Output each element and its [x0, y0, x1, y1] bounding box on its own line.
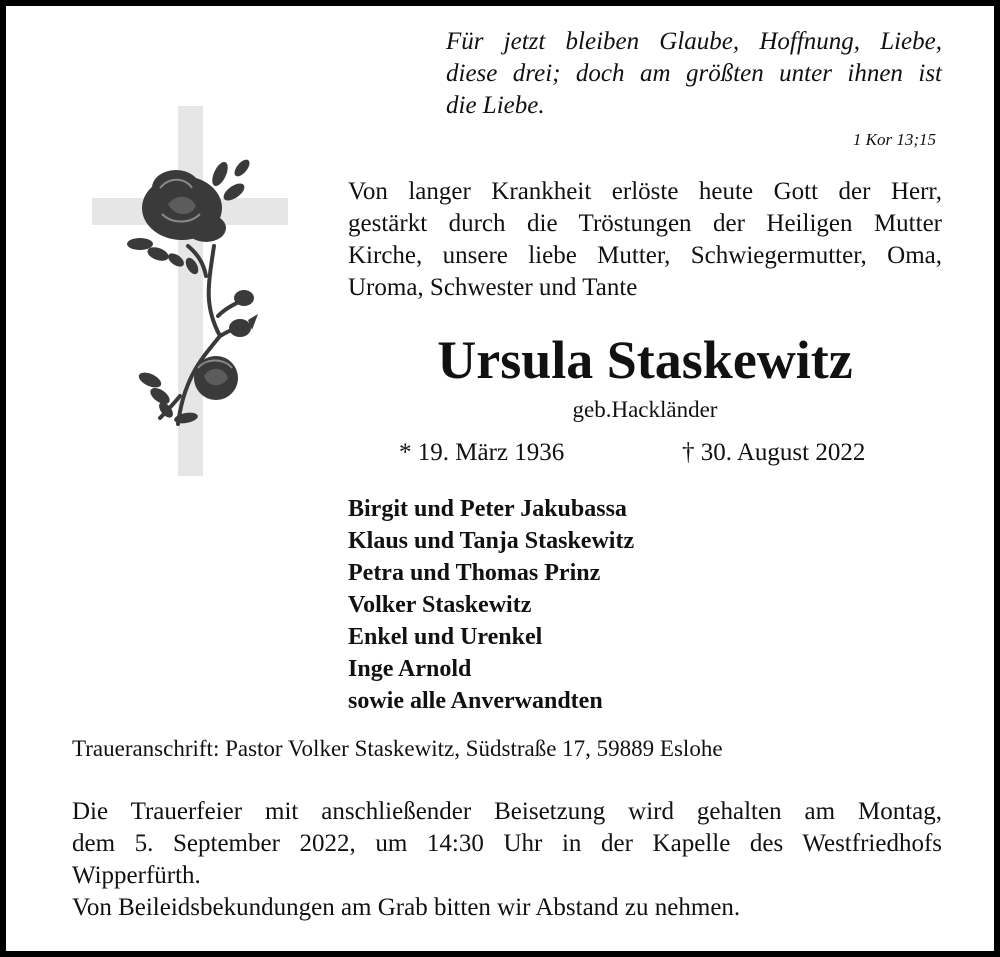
intro-line: Kirche, unsere liebe Mutter, Schwiegermutter, Oma, — [348, 242, 942, 269]
verse-reference: 1 Kor 13;15 — [852, 130, 936, 149]
birth-date: * 19. März 1936 — [399, 439, 565, 466]
ceremony-text — [72, 796, 942, 924]
mourners-list — [348, 493, 634, 717]
death-date: † 30. August 2022 — [682, 439, 866, 466]
cross-with-roses-icon — [80, 96, 300, 476]
verse-line: die Liebe. — [446, 92, 545, 119]
mourner: sowie alle Anverwandten — [348, 688, 603, 714]
mourner: Volker Staskewitz — [348, 592, 532, 618]
rose-bloom-small-icon — [194, 356, 238, 400]
mourner: Klaus und Tanja Staskewitz — [348, 528, 635, 554]
ceremony-line: Die Trauerfeier mit anschließender Beisetzung wird gehalten am Montag, — [72, 798, 942, 825]
intro-line: Uroma, Schwester und Tante — [348, 274, 638, 301]
ceremony-line: dem 5. September 2022, um 14:30 Uhr in der Kapelle des Westfriedhofs — [72, 830, 942, 857]
rose-bud-icon — [229, 290, 258, 337]
verse-line: diese drei; doch am größten unter ihnen ist — [446, 60, 942, 87]
intro-line: gestärkt durch die Tröstungen der Heiligen Mutter — [348, 210, 942, 237]
mourner: Inge Arnold — [348, 656, 472, 682]
verse-line: Für jetzt bleiben Glaube, Hoffnung, Liebe, — [446, 28, 942, 55]
bible-verse — [446, 26, 942, 122]
birth-name: geb.Hackländer — [572, 397, 718, 422]
ceremony-line: Von Beileidsbekundungen am Grab bitten wir Abstand zu nehmen. — [72, 894, 741, 921]
ceremony-line: Wipperfürth. — [72, 862, 201, 889]
intro-line: Von langer Krankheit erlöste heute Gott der Herr, — [348, 178, 942, 205]
mourning-address: Traueranschrift: Pastor Volker Staskewitz, Südstraße 17, 59889 Eslohe — [72, 736, 723, 761]
mourner: Petra und Thomas Prinz — [348, 560, 601, 586]
deceased-name: Ursula Staskewitz — [437, 330, 853, 390]
intro-text — [348, 176, 942, 304]
mourner: Birgit und Peter Jakubassa — [348, 496, 627, 522]
mourner: Enkel und Urenkel — [348, 624, 543, 650]
